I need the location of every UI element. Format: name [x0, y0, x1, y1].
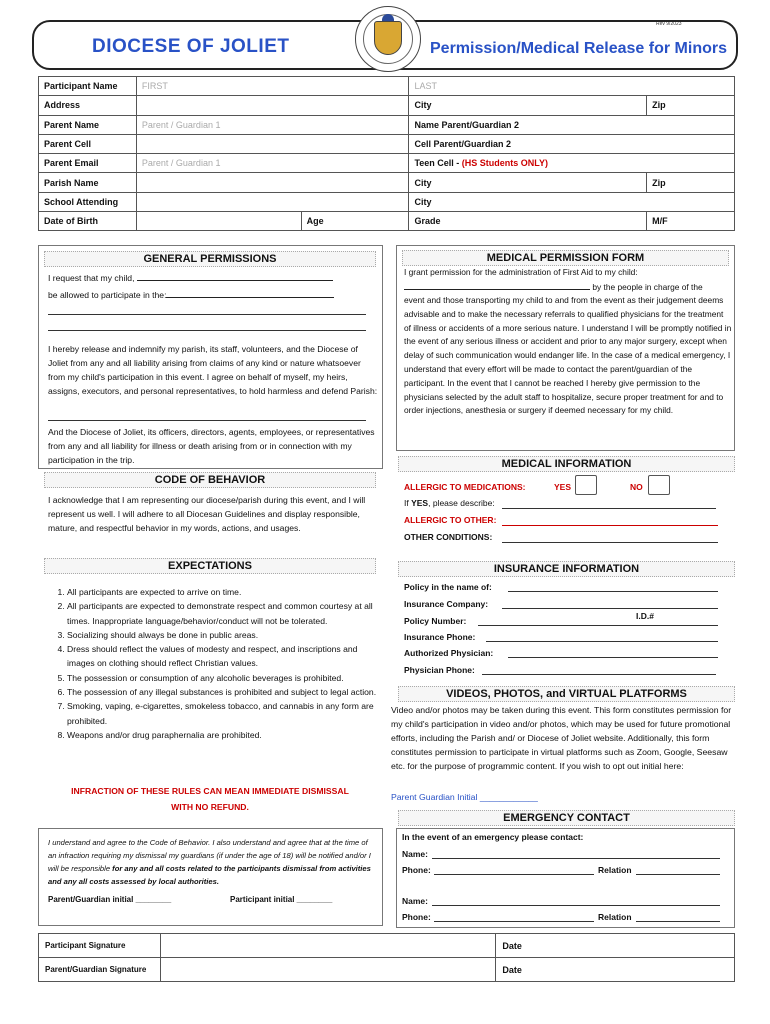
event-line-2[interactable]: [48, 314, 366, 315]
expectation-item: 7. Smoking, vaping, e-cigarettes, smokeless tobacco, and cannabis in any form are prohibited.: [67, 699, 381, 728]
emergency-heading: EMERGENCY CONTACT: [398, 810, 735, 826]
contact1-phone-line[interactable]: [434, 874, 594, 875]
parish-line[interactable]: [48, 420, 366, 421]
id-label: I.D.#: [636, 611, 654, 621]
policy-name-line[interactable]: [508, 591, 718, 592]
dob-label: Date of Birth: [39, 212, 137, 231]
no-checkbox[interactable]: [648, 475, 670, 495]
first-name-field[interactable]: FIRST: [136, 77, 409, 96]
participate-label: be allowed to participate in the:: [48, 290, 167, 300]
contact2-phone-line[interactable]: [434, 921, 594, 922]
videos-heading: VIDEOS, PHOTOS, and VIRTUAL PLATFORMS: [398, 686, 735, 702]
describe-line[interactable]: [502, 508, 716, 509]
insurance-phone-line[interactable]: [486, 641, 718, 642]
general-line-participate: [48, 288, 378, 302]
policy-number-label: Policy Number:: [404, 616, 467, 626]
gender-field[interactable]: M/F: [647, 212, 735, 231]
city-field[interactable]: City: [409, 96, 647, 115]
yes-checkbox[interactable]: [575, 475, 597, 495]
general-line-child: [48, 271, 378, 285]
parent-signature-label: Parent/Guardian Signature: [39, 958, 161, 982]
dob-field[interactable]: [136, 212, 301, 231]
parent-name-label: Parent Name: [39, 115, 137, 134]
medical-permission-heading: MEDICAL PERMISSION FORM: [402, 250, 729, 266]
code-of-behavior-paragraph: I acknowledge that I am representing our diocese/parish during this event, and I will represent us well. I will adhere to all Diocesan Guidelines and display responsible, mature, and respectful behavior in my words, actions, and usages.: [48, 495, 366, 533]
allergic-medications-label: ALLERGIC TO MEDICATIONS:: [404, 482, 526, 492]
form-title: Permission/Medical Release for Minors: [430, 40, 727, 57]
no-label: NO: [630, 482, 643, 492]
allergic-other-label: ALLERGIC TO OTHER:: [404, 515, 497, 525]
expectation-item: 5. The possession or consumption of any alcoholic beverages is prohibited.: [67, 671, 381, 685]
physician-phone-line[interactable]: [482, 674, 716, 675]
policy-name-label: Policy in the name of:: [404, 582, 492, 592]
diocese-paragraph: And the Diocese of Joliet, its officers, directors, agents, employees, or representatives from any and all liability for illness or death arising from or in connection with my participation in the trip.: [48, 427, 375, 465]
insurance-heading: INSURANCE INFORMATION: [398, 561, 735, 577]
in-charge-text: by the people in charge of the: [592, 282, 703, 292]
participant-name-label: Participant Name: [39, 77, 137, 96]
contact1-name-line[interactable]: [432, 858, 720, 859]
contact1-relation-line[interactable]: [636, 874, 720, 875]
policy-number-line[interactable]: [478, 625, 718, 626]
address-label: Address: [39, 96, 137, 115]
videos-paragraph: Video and/or photos may be taken during this event. This form constitutes permission for my child's participation in video and/or photos, which may be used for future promotional efforts, including the Parish and/ or Diocese of Joliet website. Additionally, this form constitutes permission to participate in virtual platforms such as Zoom, Google, Seesaw etc. for the purpose of programmic content. If you wish to opt out initial here:: [391, 705, 732, 771]
parish-zip-field[interactable]: Zip: [647, 173, 735, 192]
parent-cell-field[interactable]: [136, 134, 409, 153]
emergency-intro: In the event of an emergency please contact:: [402, 832, 584, 842]
contact1-name-label: Name:: [402, 849, 428, 859]
school-label: School Attending: [39, 192, 137, 211]
diocese-name: DIOCESE OF JOLIET: [92, 36, 290, 57]
participant-signature-field[interactable]: [160, 934, 495, 958]
child-name-line[interactable]: [137, 280, 333, 281]
infraction-warning: INFRACTION OF THESE RULES CAN MEAN IMMEDIATE DISMISSAL: [71, 786, 349, 796]
other-conditions-label: OTHER CONDITIONS:: [404, 532, 493, 542]
zip-field[interactable]: Zip: [647, 96, 735, 115]
child-name-med-line[interactable]: [404, 280, 590, 290]
code-of-behavior-heading: CODE OF BEHAVIOR: [44, 472, 376, 488]
insurance-phone-label: Insurance Phone:: [404, 632, 476, 642]
parish-name-field[interactable]: [136, 173, 409, 192]
address-field[interactable]: [136, 96, 409, 115]
allergic-other-line[interactable]: [502, 525, 718, 526]
participant-date-field[interactable]: Date: [496, 934, 735, 958]
parent-email-field[interactable]: Parent / Guardian 1: [136, 154, 409, 173]
contact2-relation-line[interactable]: [636, 921, 720, 922]
physician-phone-label: Physician Phone:: [404, 665, 475, 675]
expectations-heading: EXPECTATIONS: [44, 558, 376, 574]
if-label: If: [404, 498, 412, 508]
expectation-item: 6. The possession of any illegal substances is prohibited and subject to legal action.: [67, 685, 381, 699]
yes-label: YES: [554, 482, 572, 492]
no-refund-warning: WITH NO REFUND.: [171, 802, 249, 812]
participant-initial-field[interactable]: Participant initial ________: [230, 895, 333, 904]
other-conditions-line[interactable]: [502, 542, 718, 543]
authorized-physician-label: Authorized Physician:: [404, 648, 494, 658]
contact2-phone-label: Phone:: [402, 912, 431, 922]
child-label: I request that my child,: [48, 273, 137, 283]
expectation-item: 1. All participants are expected to arrive on time.: [67, 585, 381, 599]
diocese-seal-icon: [355, 6, 421, 72]
grade-field[interactable]: Grade: [409, 212, 647, 231]
contact2-name-label: Name:: [402, 896, 428, 906]
teen-cell-field[interactable]: [409, 154, 735, 173]
parent-name-field[interactable]: Parent / Guardian 1: [136, 115, 409, 134]
age-field[interactable]: Age: [301, 212, 409, 231]
general-permissions-heading: GENERAL PERMISSIONS: [44, 251, 376, 267]
if-yes-row: [404, 498, 495, 508]
agreement-bold-text: for any and all costs related to the participants dismissal from activities and any all costs assessed by local authorities.: [48, 864, 371, 886]
contact1-phone-label: Phone:: [402, 865, 431, 875]
parent-initial-field[interactable]: Parent/Guardian initial ________: [48, 895, 172, 904]
parent-cell-label: Parent Cell: [39, 134, 137, 153]
revision-label: Rev 9/2023: [656, 21, 682, 27]
contact2-relation-label: Relation: [598, 912, 632, 922]
parent-date-field[interactable]: Date: [496, 958, 735, 982]
event-line[interactable]: [166, 297, 334, 298]
expectation-item: 8. Weapons and/or drug paraphernalia are prohibited.: [67, 728, 381, 742]
first-aid-line: I grant permission for the administration of First Aid to my child:: [404, 267, 638, 277]
insurance-company-label: Insurance Company:: [404, 599, 489, 609]
insurance-company-line[interactable]: [502, 608, 718, 609]
release-paragraph: I hereby release and indemnify my parish, its staff, volunteers, and the Diocese of Joliet from any and all liability arising from claims of any kind or nature whatsoever from my child's participation in this event. I agree on behalf of myself, my heirs, assigns, executors, and personal representatives, to hold harmless and defend Parish:: [48, 344, 378, 396]
parent-email-label: Parent Email: [39, 154, 137, 173]
medical-permission-paragraph: event and those transporting my child to and from the event as their judgement deems advisable and to make the necessary referrals to qualified physicians for the treatment of illness or accidents of a more serious nature. I understand I will be promptly notified in the event of any serious illness or accident and prior to any major surgery, except when delay of such communication would endanger life. In the case of a medical emergency, I understand that every effort will be made to contact the parent/guardian of the participant. In the event that I cannot be reached I hereby give permission to the physicians selected by the adult staff to hospitalize, secure proper treatment for and to order injections, anesthesia or surgery if deemed necessary for my child.: [404, 295, 732, 416]
expectation-item: 3. Socializing should always be done in public areas.: [67, 628, 381, 642]
video-opt-out-initial[interactable]: Parent Guardian Initial ____________: [391, 792, 538, 802]
last-name-field[interactable]: LAST: [409, 77, 735, 96]
agreement-text: I understand and agree to the Code of Behavior. I also understand and agree that at the time of an infraction requiring my dismissal my guardians (if under the age of 18) will be notified and/or I will be responsible: [48, 838, 371, 873]
agreement-paragraph: [48, 836, 378, 888]
expectation-item: 2. All participants are expected to demonstrate respect and common courtesy at all times. Inappropriate language/behavior/conduct will not be tolerated.: [67, 599, 381, 628]
teen-cell-label: Teen Cell -: [414, 158, 462, 169]
yes-bold: YES: [411, 498, 429, 508]
event-line-3[interactable]: [48, 330, 366, 331]
parish-city-field[interactable]: City: [409, 173, 647, 192]
participant-signature-label: Participant Signature: [39, 934, 161, 958]
parent2-name-field[interactable]: Name Parent/Guardian 2: [409, 115, 735, 134]
expectations-list: [53, 585, 381, 742]
contact2-name-line[interactable]: [432, 905, 720, 906]
hs-only-note: (HS Students ONLY): [461, 158, 548, 169]
school-field[interactable]: [136, 192, 409, 211]
parent-signature-field[interactable]: [160, 958, 495, 982]
describe-label: , please describe:: [428, 498, 495, 508]
emergency-box: [396, 828, 735, 928]
participant-info-table: [38, 76, 735, 231]
authorized-physician-line[interactable]: [508, 657, 718, 658]
school-city-field[interactable]: City: [409, 192, 735, 211]
parent2-cell-field[interactable]: Cell Parent/Guardian 2: [409, 134, 735, 153]
contact1-relation-label: Relation: [598, 865, 632, 875]
parish-name-label: Parish Name: [39, 173, 137, 192]
child-line-row: [404, 280, 732, 295]
expectation-item: 4. Dress should reflect the values of modesty and respect, and inscriptions and images on clothing should reflect Christian values.: [67, 642, 381, 671]
medical-information-heading: MEDICAL INFORMATION: [398, 456, 735, 472]
signature-table: [38, 933, 735, 982]
